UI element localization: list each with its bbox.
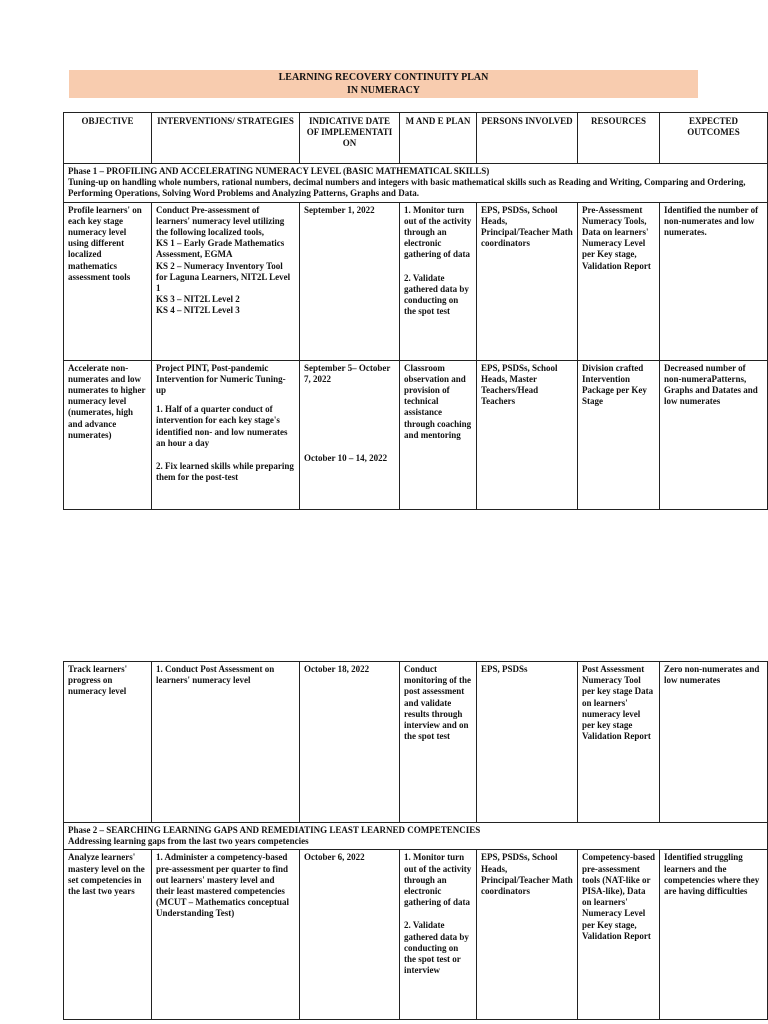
row2-resources: Division crafted Intervention Package per Key Stage [578,360,660,509]
row1-interventions [152,202,300,360]
table-row [64,850,768,1020]
row2-persons: EPS, PSDSs, School Heads, Master Teachers/Head Teachers [477,360,578,509]
phase-2-description: Addressing learning gaps from the last two years competencies [68,836,309,847]
row4-mande [400,850,477,1020]
row2-date [300,360,400,509]
header-persons: PERSONS INVOLVED [477,113,578,164]
phase-1-description: Tuning-up on handling whole numbers, rational numbers, decimal numbers and integers with basic mathematical skills such as Reading and Writing, Comparing and Ordering, Performing Operations, Solving Word Problems and Analyzing Patterns, Graphs and Data. [68,177,746,199]
row2-intervention-step-2: 2. Fix learned skills while preparing them for the post-test [156,461,294,483]
spacer [156,396,295,404]
spacer [404,261,472,273]
title-line-1: LEARNING RECOVERY CONTINUITY PLAN [278,72,489,83]
row1-objective: Profile learners' on each key stage numeracy level using different localized mathematics assessment tools [64,202,152,360]
row3-persons: EPS, PSDSs [477,662,578,823]
header-mande: M AND E PLAN [400,113,477,164]
row2-intervention-title: Project PINT, Post-pandemic Intervention for Numeric Tuning-up [156,362,286,396]
row4-interventions: 1. Administer a competency-based pre-assessment per quarter to find out learners' mastery level and their least mastered competencies (MCUT – Mathematics conceptual Understanding Test) [152,850,300,1020]
row1-intervention-line: KS 4 – NIT2L Level 3 [156,305,240,316]
header-resources: RESOURCES [578,113,660,164]
row1-persons: EPS, PSDSs, School Heads, Principal/Teacher Math coordinators [477,202,578,360]
row4-date: October 6, 2022 [300,850,400,1020]
row4-objective: Analyze learners' mastery level on the set competencies in the last two years [64,850,152,1020]
row1-date: September 1, 2022 [300,202,400,360]
header-interventions: INTERVENTIONS/ STRATEGIES [152,113,300,164]
row4-persons: EPS, PSDSs, School Heads, Principal/Teacher Math coordinators [477,850,578,1020]
row1-intervention-line: KS 1 – Early Grade Mathematics Assessment, EGMA [156,238,285,260]
phase-2-title: Phase 2 – SEARCHING LEARNING GAPS AND REMEDIATING LEAST LEARNED COMPETENCIES [68,825,481,835]
table-row [64,360,768,509]
row1-intervention-line: KS 3 – NIT2L Level 2 [156,294,240,305]
row4-outcomes: Identified struggling learners and the competencies where they are having difficulties [660,850,768,1020]
row3-interventions: 1. Conduct Post Assessment on learners' numeracy level [152,662,300,823]
row3-date: October 18, 2022 [300,662,400,823]
header-date: INDICATIVE DATE OF IMPLEMENTATI ON [300,113,400,164]
phase-2-cell [64,823,768,850]
phase-1-cell [64,164,768,203]
table-row [64,202,768,360]
row1-mande-step-2: 2. Validate gathered data by conducting on the spot test [404,272,469,317]
document-title [69,70,698,98]
phase-2-row [64,823,768,850]
row1-resources: Pre-Assessment Numeracy Tools, Data on learners' Numeracy Level per Key stage, Validation Report [578,202,660,360]
phase-1-title: Phase 1 – PROFILING AND ACCELERATING NUMERACY LEVEL (BASIC MATHEMATICAL SKILLS) [68,166,490,176]
row3-resources: Post Assessment Numeracy Tool per key stage Data on learners' numeracy level per key stage Validation Report [578,662,660,823]
spacer [156,449,295,461]
row4-mande-step-1: 1. Monitor turn out of the activity through an electronic gathering of data [404,852,472,908]
row2-outcomes: Decreased number of non-numeraPatterns, Graphs and Datates and low numerates [660,360,768,509]
phase-1-row [64,164,768,203]
row1-intervention-line: Conduct Pre-assessment of learners' numeracy level utilizing the following localized tools, [156,204,285,238]
spacer [304,385,395,453]
table-row [64,662,768,823]
row1-mande [400,202,477,360]
row2-date-2: October 10 – 14, 2022 [304,453,388,464]
row2-objective: Accelerate non-numerates and low numerates to higher numeracy level (numerates, high and advance numerates) [64,360,152,509]
row4-mande-step-2: 2. Validate gathered data by conducting on the spot test or interview [404,920,469,976]
header-row [64,113,768,164]
spacer [404,908,472,920]
header-objective: OBJECTIVE [64,113,152,164]
plan-table-page-1 [63,112,768,510]
row3-mande: Conduct monitoring of the post assessment and validate results through interview and on the spot test [400,662,477,823]
row2-interventions [152,360,300,509]
header-outcomes: EXPECTED OUTCOMES [660,113,768,164]
row4-resources: Competency-based pre-assessment tools (NAT-like or PISA-like), Data on learners' Numeracy Level per Key stage, Validation Report [578,850,660,1020]
title-line-2: IN NUMERACY [346,85,421,96]
row3-outcomes: Zero non-numerates and low numerates [660,662,768,823]
row1-intervention-line: KS 2 – Numeracy Inventory Tool for Laguna Learners, NIT2L Level 1 [156,260,291,294]
row1-mande-step-1: 1. Monitor turn out of the activity through an electronic gathering of data [404,204,472,260]
row2-mande: Classroom observation and provision of technical assistance through coaching and mentoring [400,360,477,509]
row3-objective: Track learners' progress on numeracy level [64,662,152,823]
row2-intervention-step-1: 1. Half of a quarter conduct of intervention for each key stage's identified non- and low numerates an hour a day [156,404,288,448]
row2-date-1: September 5– October 7, 2022 [304,362,391,384]
row1-outcomes: Identified the number of non-numerates and low numerates. [660,202,768,360]
plan-table-page-2 [63,661,768,1020]
